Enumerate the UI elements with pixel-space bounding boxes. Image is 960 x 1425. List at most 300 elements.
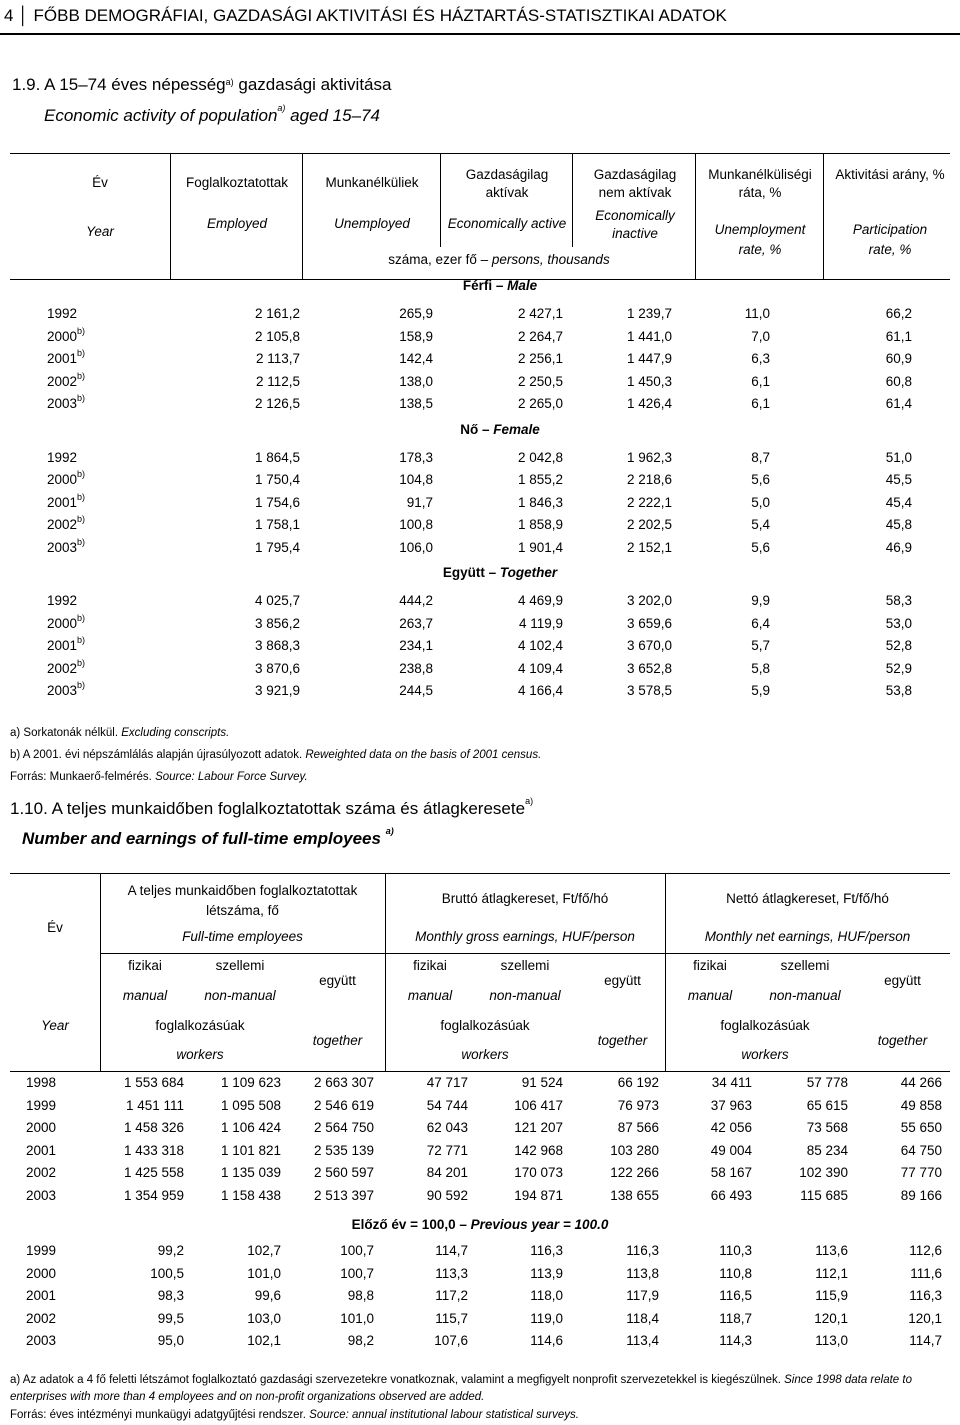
table1-top-rule: [10, 153, 950, 154]
row-year: 1992: [47, 449, 78, 465]
table-row: [0, 1311, 960, 1331]
table-cell: 116,3: [626, 1243, 659, 1258]
footnote-marker: a): [225, 77, 234, 87]
table-cell: 1 858,9: [517, 517, 563, 532]
table-row: [0, 393, 960, 416]
table-cell: 2 663 307: [313, 1075, 374, 1090]
table-cell: 116,3: [909, 1288, 942, 1303]
table-cell: 265,9: [399, 306, 433, 321]
table-cell: 1 447,9: [626, 351, 672, 366]
table-row: [0, 680, 960, 703]
table-cell: 1 101 821: [220, 1142, 281, 1158]
subheader-together-en: together: [597, 1033, 648, 1048]
subheader-manual-en: manual: [407, 988, 453, 1003]
table-cell: 76 973: [617, 1097, 659, 1113]
subheader-together-hu: együtt: [884, 973, 921, 988]
table-cell: 66,2: [885, 306, 912, 321]
col-header-employed-hu: Foglalkoztatottak: [185, 175, 289, 190]
footnote-marker: b): [77, 612, 86, 623]
table-cell: 1 158 438: [220, 1187, 281, 1203]
table-cell: 1 106 424: [220, 1120, 281, 1135]
section-label-dash: –: [484, 565, 500, 580]
row-year: 2003$^{b)}$: [47, 680, 86, 698]
table-cell: 53,0: [885, 615, 912, 631]
table-cell: 178,3: [399, 449, 433, 465]
row-year: 1992: [47, 593, 78, 608]
row-year: 2000$^{b)}$: [47, 612, 86, 631]
table-cell: 113,0: [815, 1333, 848, 1348]
table2-title-hu: A teljes munkaidőben foglalkoztatottak száma és átlagkeresete: [51, 799, 526, 818]
note-hu: b) A 2001. évi népszámlálás alapján újrasúlyozott adatok.: [10, 749, 303, 761]
table-cell: 2 218,6: [626, 472, 672, 487]
index-label-dash: –: [455, 1217, 471, 1232]
table-cell: 114,7: [909, 1333, 942, 1348]
table-row: [0, 514, 960, 537]
table-cell: 3 202,0: [626, 593, 672, 608]
table-cell: 120,1: [814, 1310, 848, 1326]
col-header-active-hu: Gazdaságilag aktívak: [465, 167, 549, 200]
table1-title-en-a: Economic activity of population: [44, 106, 278, 125]
subheader-manual-hu: fizikai: [413, 958, 447, 973]
t2-header-ev: Év: [47, 920, 63, 935]
note-en: Reweighted data on the basis of 2001 census.: [305, 749, 542, 761]
table-cell: 110,8: [719, 1265, 752, 1281]
section-label-dash: –: [492, 278, 508, 293]
table-cell: 1 354 959: [123, 1187, 184, 1203]
table1-title-en-b: aged 15–74: [285, 106, 380, 125]
subheader-nonmanual-en: non-manual: [204, 988, 276, 1003]
table-cell: 66 493: [710, 1187, 752, 1203]
table-cell: 100,7: [340, 1243, 374, 1258]
index-label: [250, 1217, 710, 1232]
row-year: 2001: [26, 1142, 57, 1158]
table2-header-rule: [10, 1071, 950, 1072]
table-cell: 5,7: [751, 638, 770, 653]
col-header-unemployed-hu: Munkanélküliek: [325, 175, 419, 190]
table2-note-1: [10, 1372, 950, 1406]
section-label-hu: Nő: [460, 421, 479, 437]
table-cell: 98,3: [157, 1288, 184, 1303]
table-row: [0, 1288, 960, 1308]
table-cell: 118,0: [530, 1288, 563, 1303]
subheader-manual-hu: fizikai: [128, 958, 162, 973]
row-year: 2001$^{b)}$: [47, 635, 86, 653]
t2-group1-en: Full-time employees: [182, 929, 303, 944]
table-cell: 158,9: [399, 328, 433, 344]
table-cell: 2 126,5: [254, 396, 300, 411]
table-cell: 103 280: [610, 1142, 659, 1158]
table2-title-en-wrap: [22, 826, 394, 849]
subheader-workers-en: workers: [741, 1047, 789, 1062]
table-cell: 2 161,2: [254, 306, 300, 321]
table-cell: 1 451 111: [125, 1097, 184, 1113]
note-hu: Forrás: Munkaerő-felmérés.: [10, 771, 152, 783]
table-cell: 3 868,3: [254, 638, 300, 653]
table1-note: [10, 771, 308, 783]
section-label-hu: Férfi: [462, 278, 493, 293]
table-cell: 444,2: [399, 593, 433, 608]
table-cell: 100,8: [399, 517, 433, 532]
table-cell: 3 578,5: [626, 683, 672, 698]
table-row: [0, 450, 960, 470]
table-row: [0, 491, 960, 515]
row-year: 2000$^{b)}$: [47, 469, 86, 487]
table-cell: 106,0: [399, 539, 433, 555]
table-cell: 1 239,7: [626, 306, 672, 321]
table-cell: 5,4: [751, 517, 770, 532]
section-label: [300, 565, 700, 580]
subheader-workers-hu: foglalkozásúak: [440, 1018, 530, 1033]
section-label: [300, 422, 700, 437]
table-row: [0, 306, 960, 326]
col-header-inactive-hu: Gazdaságilag nem aktívak: [593, 167, 677, 200]
col-header-active-en: Economically active: [447, 216, 567, 231]
table-cell: 170 073: [514, 1165, 563, 1180]
section-label-dash: –: [478, 421, 494, 437]
footnote-marker: a): [385, 826, 394, 836]
table-cell: 98,2: [347, 1333, 374, 1348]
table-cell: 121 207: [514, 1120, 563, 1135]
footnote-marker: b): [77, 325, 86, 336]
table-cell: 3 856,2: [254, 615, 300, 631]
table-cell: 194 871: [514, 1187, 563, 1203]
table-cell: 3 659,6: [626, 615, 672, 631]
table-cell: 104,8: [399, 472, 433, 487]
footnote-marker: b): [77, 393, 86, 403]
table-row: [0, 1143, 960, 1163]
table-cell: 52,8: [885, 638, 912, 653]
subheader-manual-en: manual: [122, 988, 168, 1003]
table2-title-en: Number and earnings of full-time employees: [22, 829, 381, 848]
table1-title-hu-rest: gazdasági aktivitása: [233, 75, 392, 94]
table-cell: 90 592: [426, 1187, 468, 1203]
table-cell: 3 921,9: [254, 683, 300, 698]
table-cell: 1 901,4: [517, 539, 563, 555]
table-cell: 37 963: [710, 1097, 752, 1113]
section-label-hu: Együtt: [442, 565, 485, 580]
t2-group2-en: Monthly gross earnings, HUF/person: [415, 929, 635, 944]
col-divider: [302, 153, 303, 279]
table-cell: 2 427,1: [517, 306, 563, 321]
table-cell: 5,0: [751, 494, 770, 510]
group1-hu-line2: létszáma, fő: [206, 903, 279, 918]
footnote-marker: b): [77, 514, 86, 524]
table-row: [0, 1075, 960, 1095]
table-cell: 4 102,4: [517, 638, 563, 653]
table-row: [0, 1188, 960, 1208]
table-cell: 234,1: [399, 638, 433, 653]
note2-en: Source: annual institutional labour statistical surveys.: [309, 1409, 579, 1421]
table-row: [0, 612, 960, 636]
table2-top-rule: [10, 873, 950, 874]
table-cell: 58,3: [885, 593, 912, 608]
table-cell: 2 264,7: [517, 328, 563, 344]
table-cell: 57 778: [806, 1075, 848, 1090]
table-cell: 3 652,8: [626, 660, 672, 676]
table-cell: 4 109,4: [517, 660, 563, 676]
table-row: [0, 370, 960, 394]
table-cell: 102 390: [799, 1165, 848, 1180]
table-cell: 87 566: [617, 1120, 659, 1135]
table-cell: 117,2: [435, 1288, 468, 1303]
table-cell: 47 717: [426, 1075, 468, 1090]
table-cell: 2 112,5: [255, 373, 300, 389]
table-cell: 6,3: [751, 351, 770, 366]
table-cell: 89 166: [900, 1187, 942, 1203]
row-year: 2003$^{b)}$: [47, 393, 86, 411]
table-cell: 99,5: [157, 1310, 184, 1326]
table-cell: 2 265,0: [517, 396, 563, 411]
unit-en: persons, thousands: [491, 252, 610, 267]
row-year: 2000: [26, 1265, 57, 1281]
subheader-nonmanual-en: non-manual: [489, 988, 561, 1003]
table-cell: 1 758,1: [254, 517, 300, 532]
row-year: 2000$^{b)}$: [47, 325, 86, 344]
footnote-marker: b): [77, 680, 86, 690]
col-header-unrate-hu: Munkanélküliségi ráta, %: [708, 167, 812, 200]
note1-en-b: enterprises with more than 4 employees and on non-profit organizations observed are added.: [10, 1391, 485, 1403]
row-year: 2001$^{b)}$: [47, 491, 86, 510]
col-header-partrate-en: Participation rate, %: [852, 222, 928, 257]
table-cell: 6,4: [751, 615, 770, 631]
col-divider: [823, 153, 824, 279]
table-cell: 5,6: [751, 539, 770, 555]
table-cell: 1 754,6: [254, 494, 300, 510]
table-cell: 107,6: [434, 1333, 468, 1348]
row-year: 2003$^{b)}$: [47, 536, 86, 555]
table-cell: 2 513 397: [313, 1187, 374, 1203]
table-cell: 113,3: [435, 1265, 468, 1281]
table-cell: 4 025,7: [254, 593, 300, 608]
table-cell: 42 056: [710, 1120, 752, 1135]
row-year: 1992: [47, 306, 78, 321]
table-cell: 1 425 558: [123, 1165, 184, 1180]
table-cell: 98,8: [347, 1288, 374, 1303]
table-cell: 1 750,4: [254, 472, 300, 487]
col-header-unit: száma, ezer fő – persons, thousands: [388, 252, 610, 267]
row-year: 2003: [26, 1187, 57, 1203]
table-cell: 7,0: [751, 328, 770, 344]
subheader-together-hu: együtt: [319, 973, 356, 988]
table-cell: 77 770: [900, 1165, 942, 1180]
table-cell: 119,0: [530, 1310, 563, 1326]
table-row: [0, 593, 960, 613]
table-row: [0, 469, 960, 492]
row-year: 2002: [26, 1310, 57, 1326]
footnote-marker: b): [77, 348, 86, 358]
table-cell: 263,7: [399, 615, 433, 631]
table-cell: 238,8: [399, 660, 433, 676]
table-cell: 112,1: [815, 1265, 848, 1281]
table-cell: 103,0: [247, 1310, 281, 1326]
col-divider: [170, 153, 171, 279]
table-cell: 52,9: [885, 660, 912, 676]
index-label-en: Previous year = 100.0: [470, 1217, 609, 1232]
table-cell: 1 458 326: [123, 1120, 184, 1135]
table-cell: 120,1: [908, 1310, 942, 1326]
table-cell: 114,6: [530, 1333, 563, 1348]
table-cell: 138 655: [610, 1187, 659, 1203]
table-cell: 85 234: [806, 1142, 848, 1158]
table-cell: 113,4: [626, 1333, 659, 1348]
table1-note: [10, 749, 541, 761]
table-cell: 138,0: [399, 373, 433, 389]
table-cell: 1 553 684: [123, 1075, 184, 1090]
subheader-manual-en: manual: [687, 988, 733, 1003]
note2-hu: Forrás: éves intézményi munkaügyi adatgyűjtési rendszer.: [10, 1409, 306, 1421]
section-label-en: Female: [493, 421, 540, 437]
section-label-en: Male: [507, 278, 538, 293]
t2-group1-hu: [100, 881, 385, 921]
table-row: [0, 1120, 960, 1140]
table-cell: 45,4: [885, 494, 912, 510]
table-cell: 3 870,6: [254, 660, 300, 676]
subheader-nonmanual-hu: szellemi: [780, 958, 830, 973]
table-cell: 111,6: [910, 1265, 942, 1281]
table1-note: [10, 727, 229, 739]
table-row: [0, 536, 960, 560]
table-cell: 1 135 039: [220, 1165, 281, 1180]
subheader-together-en: together: [312, 1033, 363, 1048]
table-cell: 6,1: [751, 373, 770, 389]
table-cell: 110,3: [719, 1243, 752, 1258]
table-cell: 62 043: [426, 1120, 468, 1135]
table-cell: 115,7: [435, 1310, 468, 1326]
col-header-employed-en: Employed: [206, 216, 268, 231]
table-cell: 34 411: [711, 1075, 752, 1090]
table-cell: 113,8: [626, 1265, 659, 1281]
table-cell: 99,2: [157, 1243, 184, 1258]
table-cell: 2 222,1: [626, 494, 672, 510]
footnote-marker: b): [77, 536, 86, 547]
table-cell: 113,6: [815, 1243, 848, 1258]
table-cell: 61,1: [885, 328, 912, 344]
table-cell: 1 441,0: [626, 328, 672, 344]
table-cell: 1 450,3: [626, 373, 672, 389]
col-header-ev: Év: [92, 175, 108, 190]
footnote-marker: b): [77, 491, 86, 502]
table-cell: 118,7: [719, 1310, 752, 1326]
subheader-workers-en: workers: [461, 1047, 509, 1062]
table-cell: 91,7: [406, 494, 433, 510]
table1-title: [12, 74, 391, 96]
table-cell: 114,3: [719, 1333, 752, 1348]
footnote-marker: b): [77, 635, 86, 645]
table-cell: 113,9: [530, 1265, 563, 1281]
table-cell: 115,9: [815, 1288, 848, 1303]
row-year: 1999: [26, 1243, 57, 1258]
table-cell: 101,0: [340, 1310, 374, 1326]
table-row: [0, 325, 960, 349]
row-year: 2001$^{b)}$: [47, 348, 86, 366]
table-row: [0, 348, 960, 371]
note-en: Source: Labour Force Survey.: [155, 771, 308, 783]
col-divider: [572, 153, 573, 247]
table-cell: 2 042,8: [517, 449, 563, 465]
table-cell: 5,6: [751, 472, 770, 487]
table-cell: 1 795,4: [254, 539, 300, 555]
table-row: [0, 1333, 960, 1353]
table-cell: 91 524: [521, 1075, 563, 1090]
note1-hu: a) Az adatok a 4 fő feletti létszámot foglalkoztató gazdasági szervezetekre vonatkoznak, valamint a megfigyelt nonprofit szervezetekkel is kiegészülnek.: [10, 1374, 781, 1386]
subheader-workers-hu: foglalkozásúak: [720, 1018, 810, 1033]
subheader-together-hu: együtt: [604, 973, 641, 988]
table-cell: 5,8: [751, 660, 770, 676]
col-header-unemployed-en: Unemployed: [334, 216, 410, 231]
table-cell: 73 568: [806, 1120, 848, 1135]
table-cell: 60,8: [885, 373, 912, 389]
table-cell: 112,6: [909, 1243, 942, 1258]
row-year: 2002: [26, 1165, 57, 1180]
table2-subheader-rule: [100, 953, 950, 954]
col-header-partrate-hu: Aktivitási arány, %: [835, 167, 945, 182]
table-row: [0, 1098, 960, 1118]
table-cell: 61,4: [885, 396, 912, 411]
col-header-unrate-en: Unemployment rate, %: [714, 222, 806, 257]
table1-number: 1.9.: [12, 75, 41, 94]
footnote-marker: b): [77, 469, 86, 479]
table-cell: 2 250,5: [517, 373, 563, 389]
row-year: 2001: [26, 1288, 57, 1303]
section-label-en: Together: [499, 565, 558, 580]
table-cell: 2 202,5: [626, 517, 672, 532]
note-hu: a) Sorkatonák nélkül.: [10, 727, 119, 739]
table-cell: 2 105,8: [254, 328, 300, 344]
table-cell: 72 771: [426, 1142, 468, 1158]
subheader-nonmanual-en: non-manual: [769, 988, 841, 1003]
table-cell: 2 113,7: [255, 351, 300, 366]
table-cell: 8,7: [751, 449, 770, 465]
row-year: 2002$^{b)}$: [47, 370, 86, 389]
table-cell: 244,5: [399, 683, 433, 698]
table-cell: 2 546 619: [313, 1097, 374, 1113]
table-row: [0, 635, 960, 658]
row-year: 1998: [26, 1075, 57, 1090]
col-header-inactive-en: Economically inactive: [595, 208, 675, 241]
table-cell: 102,1: [247, 1333, 281, 1348]
table-cell: 1 433 318: [123, 1142, 184, 1158]
subheader-manual-hu: fizikai: [693, 958, 727, 973]
table-cell: 84 201: [426, 1165, 468, 1180]
index-label-hu: Előző év = 100,0: [351, 1217, 456, 1232]
unit-hu: száma, ezer fő: [388, 252, 477, 267]
table-cell: 44 266: [900, 1075, 942, 1090]
table-cell: 9,9: [751, 593, 770, 608]
col-divider: [695, 153, 696, 279]
subheader-nonmanual-hu: szellemi: [215, 958, 265, 973]
subheader-nonmanual-hu: szellemi: [500, 958, 550, 973]
section-label: [300, 278, 700, 293]
table-cell: 1 864,5: [254, 449, 300, 465]
table-row: [0, 657, 960, 681]
row-year: 2002$^{b)}$: [47, 514, 86, 532]
table-row: [0, 1243, 960, 1263]
table-cell: 116,5: [719, 1288, 752, 1303]
table-cell: 1 962,3: [626, 449, 672, 465]
group1-hu-line1: A teljes munkaidőben foglalkoztatottak: [127, 883, 358, 898]
table-cell: 122 266: [610, 1165, 659, 1180]
table-cell: 100,5: [150, 1265, 184, 1281]
table-cell: 100,7: [340, 1265, 374, 1281]
table-cell: 2 256,1: [517, 351, 563, 366]
table-cell: 114,7: [435, 1243, 468, 1258]
table-cell: 2 152,1: [626, 539, 672, 555]
row-year: 2000: [26, 1120, 57, 1135]
table-cell: 138,5: [399, 396, 433, 411]
table-cell: 45,8: [885, 517, 912, 532]
table-cell: 11,0: [744, 306, 770, 321]
t2-group2-hu: Bruttó átlagkereset, Ft/fő/hó: [441, 891, 609, 906]
